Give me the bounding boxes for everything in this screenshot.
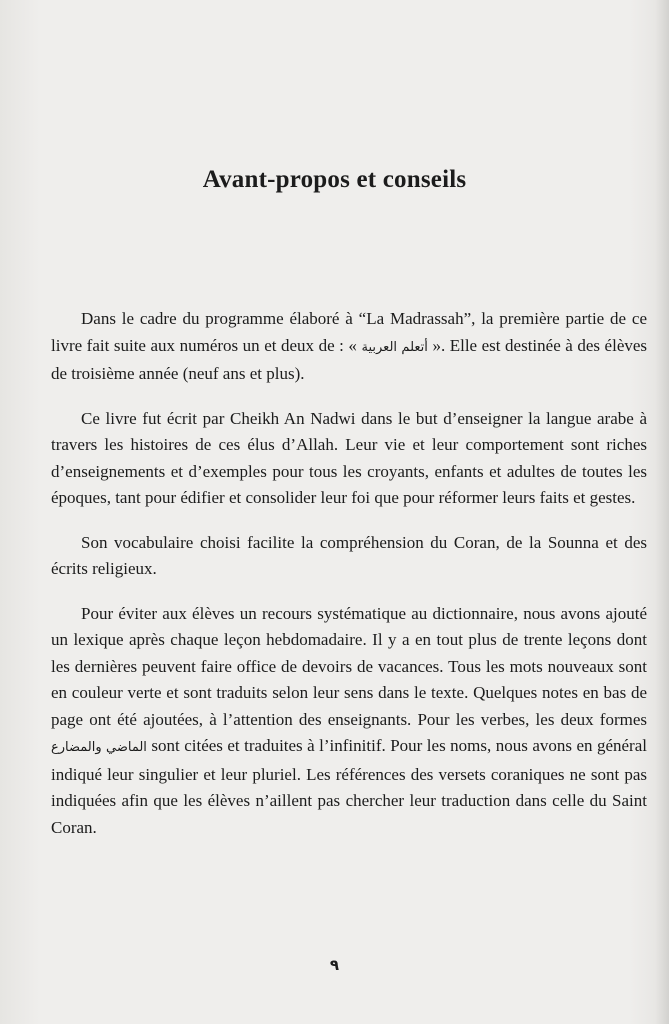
arabic-book-title: أتعلم العربية — [361, 339, 428, 355]
paragraph-1-text-start: Dans le cadre du programme élaboré à “La Madrassah”, la première partie de ce livre fait suite aux numéros un et deux de : « — [51, 309, 647, 355]
paragraph-4-text-start: Pour éviter aux élèves un recours systématique au dictionnaire, nous avons ajouté un lexique après chaque leçon hebdomadaire. Il y a en tout plus de trente leçons dont les dernières peuvent faire office de devoirs de vacances. Tous les mots nouveaux sont en couleur verte et sont traduits selon leur sens dans le texte. Quelques notes en bas de page ont été ajoutées, à l’attention des enseignants. Pour les verbes, les deux formes — [51, 603, 647, 729]
paragraph-3: Son vocabulaire choisi facilite la compréhension du Coran, de la Sounna et des écrits religieux. — [51, 532, 647, 578]
paragraph-4 — [51, 601, 647, 842]
paragraph-2: Ce livre fut écrit par Cheikh An Nadwi dans le but d’enseigner la langue arabe à travers les histoires de ces élus d’Allah. Leur vie et leur comportement sont riches d’enseignements et d’exemples pour tous les croyants, enfants et adultes de toutes les époques, tant pour édifier et consolider leur foi que pour réformer leurs faits et gestes. — [51, 408, 647, 507]
body-text — [51, 306, 647, 859]
paragraph-1 — [51, 306, 647, 388]
paragraph-1-text-end: ». Elle est destinée à des élèves de troisième année (neuf ans et plus). — [51, 335, 648, 383]
paragraph-4-text-end: sont citées et traduites à l’infinitif. Pour les noms, nous avons en général indiqué leur singulier et leur pluriel. Les références des versets coraniques ne sont pas indiquées afin que les élèves n’aillent pas chercher leur traduction dans celle du Saint Coran. — [51, 736, 647, 837]
page-number: ٩ — [329, 956, 340, 974]
page-title: Avant-propos et conseils — [202, 166, 467, 193]
arabic-verb-forms: الماضي والمضارع — [51, 740, 147, 755]
page-edge-shadow — [655, 0, 669, 1024]
